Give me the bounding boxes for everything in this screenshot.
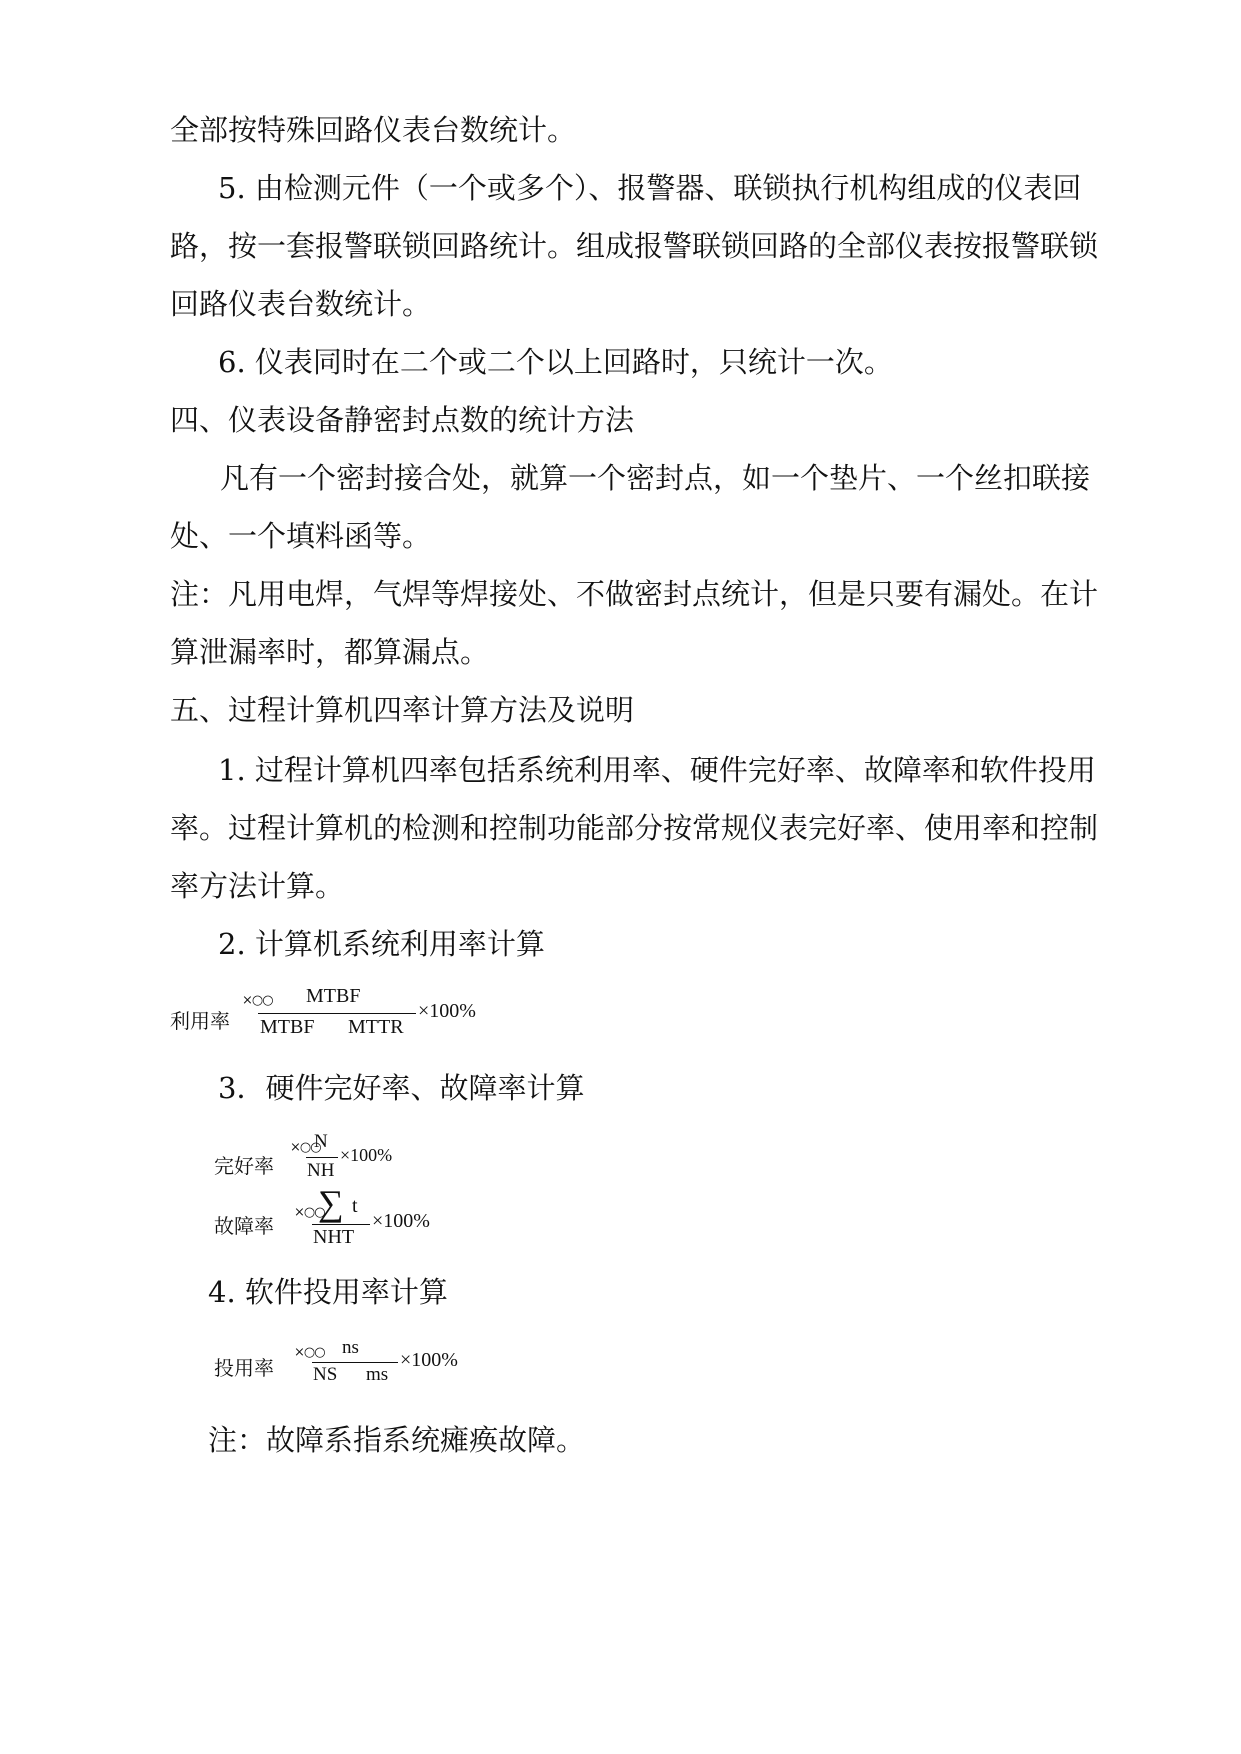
formula-denominator-a: NS bbox=[313, 1364, 338, 1385]
formula-suffix: ×100% bbox=[418, 1000, 476, 1022]
subsection-heading: 2. 计算机系统利用率计算 bbox=[218, 927, 545, 961]
paragraph-line: 率。过程计算机的检测和控制功能部分按常规仪表完好率、使用率和控制 bbox=[170, 811, 1099, 845]
paragraph-line: 6. 仪表同时在二个或二个以上回路时，只统计一次。 bbox=[218, 345, 893, 379]
formula-symbol: ×○○ bbox=[290, 1140, 321, 1155]
paragraph-line: 全部按特殊回路仪表台数统计。 bbox=[170, 113, 577, 147]
paragraph-line: 处、一个填料函等。 bbox=[170, 519, 432, 553]
formula-label: 投用率 bbox=[214, 1356, 274, 1380]
note-line: 注：凡用电焊，气焊等焊接处、不做密封点统计，但是只要有漏处。在计 bbox=[170, 577, 1099, 611]
section-heading: 四、仪表设备静密封点数的统计方法 bbox=[170, 403, 635, 437]
formula-denominator: NHT bbox=[313, 1226, 355, 1248]
paragraph-line: 1. 过程计算机四率包括系统利用率、硬件完好率、故障率和软件投用 bbox=[218, 753, 1096, 787]
formula-denominator-a: MTBF bbox=[260, 1016, 315, 1038]
paragraph-line: 凡有一个密封接合处，就算一个密封点，如一个垫片、一个丝扣联接 bbox=[220, 461, 1091, 495]
formula-symbol: ×○○ bbox=[294, 1205, 325, 1220]
formula-numerator: N bbox=[314, 1131, 328, 1152]
note-line: 算泄漏率时，都算漏点。 bbox=[170, 635, 490, 669]
formula-numerator: ns bbox=[342, 1337, 359, 1358]
subsection-heading: 3．硬件完好率、故障率计算 bbox=[218, 1071, 585, 1105]
fraction-bar bbox=[306, 1157, 338, 1158]
formula-label: 故障率 bbox=[214, 1214, 274, 1238]
formula-numerator: t bbox=[352, 1195, 358, 1217]
formula-suffix: ×100% bbox=[372, 1210, 430, 1232]
fraction-bar bbox=[258, 1013, 416, 1014]
paragraph-line: 5. 由检测元件（一个或多个）、报警器、联锁执行机构组成的仪表回 bbox=[218, 171, 1082, 205]
section-heading: 五、过程计算机四率计算方法及说明 bbox=[170, 693, 635, 727]
fraction-bar bbox=[312, 1362, 398, 1363]
formula-denominator: NH bbox=[307, 1160, 335, 1181]
note-line: 注：故障系指系统瘫痪故障。 bbox=[208, 1423, 586, 1457]
formula-symbol: ×○○ bbox=[242, 993, 273, 1008]
formula-symbol: ×○○ bbox=[294, 1345, 325, 1360]
formula-numerator: MTBF bbox=[306, 985, 361, 1007]
paragraph-line: 率方法计算。 bbox=[170, 869, 345, 903]
formula-label: 完好率 bbox=[214, 1154, 274, 1178]
paragraph-line: 回路仪表台数统计。 bbox=[170, 287, 432, 321]
formula-denominator-b: MTTR bbox=[348, 1016, 404, 1038]
formula-denominator-b: ms bbox=[366, 1364, 389, 1385]
paragraph-line: 路，按一套报警联锁回路统计。组成报警联锁回路的全部仪表按报警联锁 bbox=[170, 229, 1099, 263]
formula-suffix: ×100% bbox=[400, 1349, 458, 1371]
formula-label: 利用率 bbox=[170, 1009, 230, 1033]
formula-suffix: ×100% bbox=[340, 1145, 393, 1165]
subsection-heading: 4. 软件投用率计算 bbox=[208, 1275, 448, 1309]
fraction-bar bbox=[312, 1224, 370, 1225]
sigma-icon: ∑ bbox=[318, 1183, 344, 1223]
